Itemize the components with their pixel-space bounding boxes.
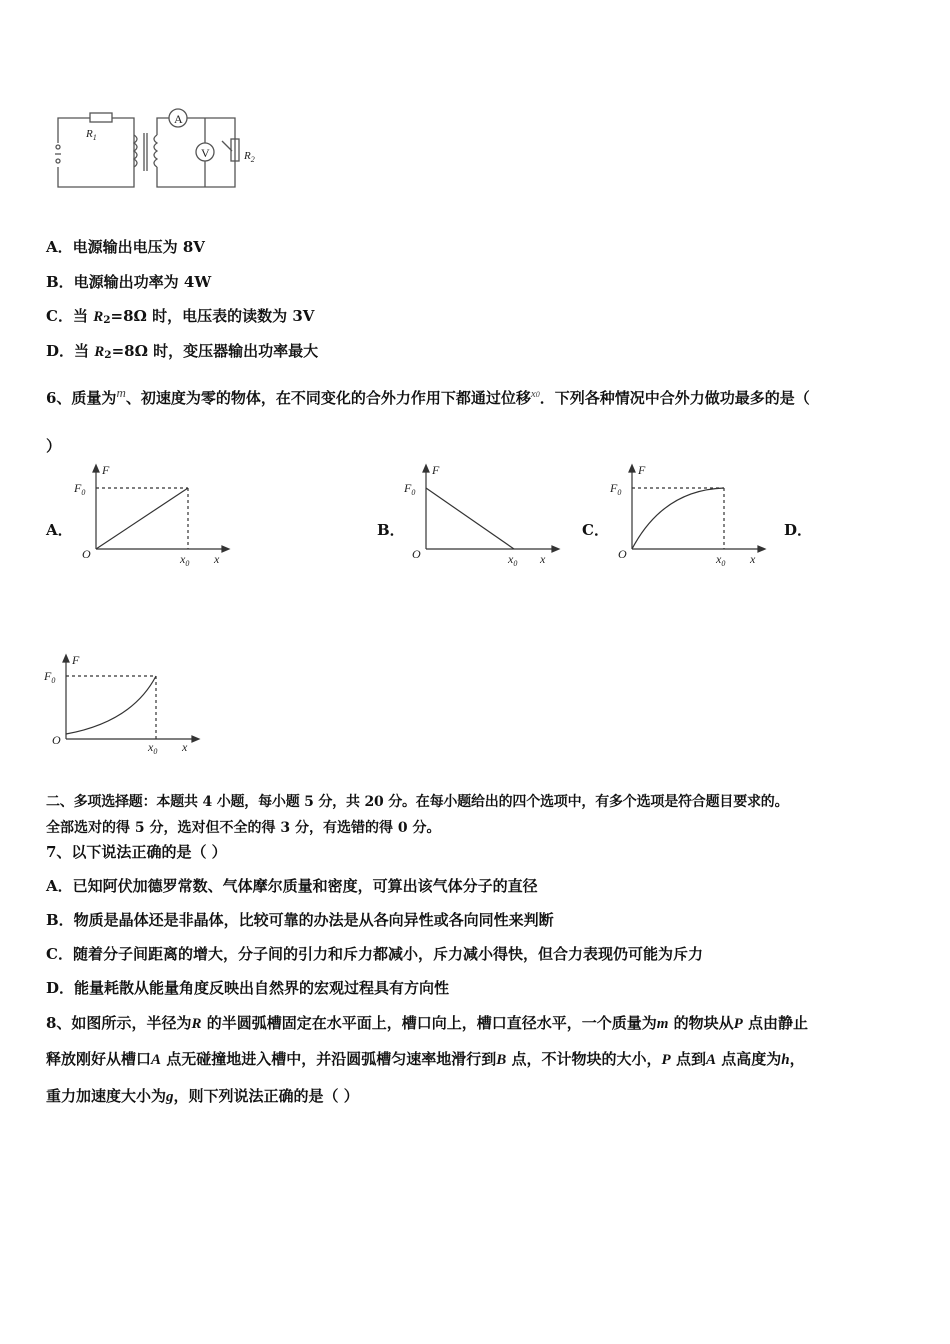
graph-a (72, 462, 232, 567)
q8-line1: 8、如图所示，半径为R 的半圆弧槽固定在水平面上，槽口向上，槽口直径水平，一个质量为m 的物块从P 点由静止 (46, 1014, 809, 1032)
ammeter-label: A (174, 112, 183, 126)
graph-c (608, 462, 768, 567)
graph-a-origin: O (82, 547, 91, 561)
q7-stem: 7、以下说法正确的是（ ） (46, 843, 227, 861)
graph-b-f0-label: $F_0$ (404, 481, 416, 497)
graph-b-x0-label: $x_0$ (508, 552, 518, 567)
graph-a-x-label: x (214, 552, 220, 566)
graph-d-x0-label: $x_0$ (148, 740, 158, 756)
graph-d-f-label: F (72, 653, 80, 667)
q5-option-c: C．当 R2=8Ω 时，电压表的读数为 3V (46, 307, 315, 326)
graph-b-f-label: F (432, 463, 440, 477)
q6-option-a-label: A． (46, 521, 73, 539)
q6-stem: 6、质量为$^m$、初速度为零的物体，在不同变化的合外力作用下都通过位移$^{x0}$．下列各种情况中合外力做功最多的是（ (46, 385, 810, 407)
graph-c-f0-label: $F_0$ (610, 481, 622, 497)
graph-c-x-label: x (750, 552, 756, 566)
r2-label: $R_2$ (244, 150, 255, 164)
q6-option-c-label: C． (582, 521, 609, 539)
q7-option-b: B．物质是晶体还是非晶体，比较可靠的办法是从各向异性或各向同性来判断 (46, 911, 554, 929)
graph-d-f0-label: $F_0$ (44, 669, 56, 685)
q5-option-b: B．电源输出功率为 4W (46, 273, 212, 291)
resistor-r1 (90, 113, 112, 122)
graph-c-curve (632, 488, 724, 549)
q5-option-d: D．当 R2=8Ω 时，变压器输出功率最大 (46, 342, 319, 361)
q7-option-c: C．随着分子间距离的增大，分子间的引力和斥力都减小，斥力减小得快，但合力表现仍可能为斥力 (46, 945, 703, 963)
q6-option-b-label: B． (377, 521, 405, 539)
q5-option-a: A．电源输出电压为 8V (46, 238, 205, 256)
q7-option-a: A．已知阿伏加德罗常数、气体摩尔质量和密度，可算出该气体分子的直径 (46, 877, 538, 895)
graph-b (402, 462, 562, 567)
circuit-diagram (50, 105, 270, 195)
graph-a-curve (96, 488, 188, 549)
r1-label: $R_1$ (86, 128, 97, 142)
section2-header-line2: 全部选对的得 5 分，选对但不全的得 3 分，有选错的得 0 分。 (46, 820, 441, 836)
voltmeter-label: V (201, 146, 210, 160)
q8-line3: 重力加速度大小为g，则下列说法正确的是（ ） (46, 1087, 359, 1105)
graph-d-x-label: x (182, 740, 188, 754)
graph-d (42, 652, 202, 757)
graph-c-origin: O (618, 547, 627, 561)
graph-b-x-label: x (540, 552, 546, 566)
graph-b-curve (426, 488, 514, 549)
graph-c-f-label: F (638, 463, 646, 477)
section2-header-line1: 二、多项选择题：本题共 4 小题，每小题 5 分，共 20 分。在每小题给出的四个选项中，有多个选项是符合题目要求的。 (46, 794, 789, 810)
q7-option-d: D．能量耗散从能量角度反映出自然界的宏观过程具有方向性 (46, 979, 450, 997)
graph-a-f0-label: $F_0$ (74, 481, 86, 497)
q6-option-d-label: D． (784, 521, 813, 539)
graph-d-curve (66, 676, 156, 734)
graph-a-x0-label: $x_0$ (180, 552, 190, 567)
q6-close-paren: ） (46, 437, 62, 455)
q8-line2: 释放刚好从槽口A 点无碰撞地进入槽中，并沿圆弧槽匀速率地滑行到B 点，不计物块的大小，P 点到A 点高度为h， (46, 1050, 805, 1068)
graph-d-origin: O (52, 733, 61, 747)
graph-b-origin: O (412, 547, 421, 561)
graph-c-x0-label: $x_0$ (716, 552, 726, 567)
graph-a-f-label: F (102, 463, 110, 477)
